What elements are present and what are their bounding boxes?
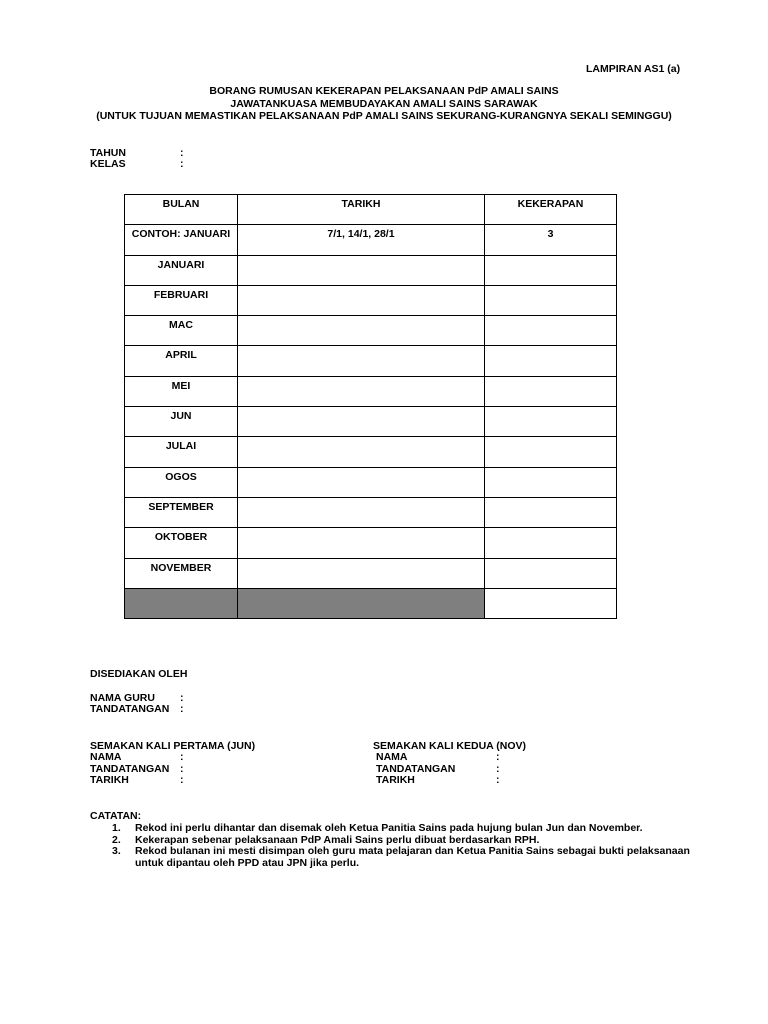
cell-tarikh[interactable] (238, 255, 485, 285)
cell-kekerapan[interactable] (485, 437, 617, 467)
cell-bulan: OKTOBER (125, 528, 238, 558)
nama-guru-colon: : (180, 692, 184, 704)
table-row (125, 316, 617, 346)
form-purpose: (UNTUK TUJUAN MEMASTIKAN PELAKSANAAN PdP AMALI SAINS SEKURANG-KURANGNYA SEKALI SEMINGGU) (96, 110, 672, 122)
cell-bulan: JANUARI (125, 255, 238, 285)
note-number: 1. (112, 821, 121, 834)
tandatangan-label: TANDATANGAN (90, 703, 170, 715)
cell-bulan: APRIL (125, 346, 238, 376)
check2-tandatangan-label: TANDATANGAN (376, 763, 456, 775)
table-row (125, 255, 617, 285)
table-header-row (125, 195, 617, 225)
check1-nama-label: NAMA (90, 751, 122, 763)
header-kekerapan: KEKERAPAN (485, 195, 617, 225)
check2-nama-colon: : (496, 751, 500, 763)
cell-tarikh[interactable] (238, 497, 485, 527)
cell-bulan: JULAI (125, 437, 238, 467)
header-tarikh: TARIKH (238, 195, 485, 225)
shaded-cell (125, 588, 238, 618)
table-row (125, 467, 617, 497)
table-row (125, 376, 617, 406)
cell-bulan: OGOS (125, 467, 238, 497)
note-text: Rekod bulanan ini mesti disimpan oleh guru mata pelajaran dan Ketua Panitia Sains sebagai bukti pelaksanaan (135, 845, 690, 858)
total-cell[interactable] (485, 588, 617, 618)
table-row (125, 285, 617, 315)
cell-tarikh[interactable] (238, 528, 485, 558)
table-row (125, 225, 617, 255)
cell-bulan: NOVEMBER (125, 558, 238, 588)
cell-kekerapan[interactable] (485, 285, 617, 315)
cell-tarikh[interactable] (238, 407, 485, 437)
cell-tarikh[interactable] (238, 467, 485, 497)
tahun-colon: : (180, 147, 184, 159)
header-bulan: BULAN (125, 195, 238, 225)
appendix-label: LAMPIRAN AS1 (a) (586, 63, 681, 75)
tahun-label: TAHUN (90, 147, 126, 159)
cell-tarikh[interactable] (238, 376, 485, 406)
check2-heading: SEMAKAN KALI KEDUA (NOV) (373, 740, 527, 752)
note-text: Kekerapan sebenar pelaksanaan PdP Amali Sains perlu dibuat berdasarkan RPH. (135, 833, 540, 846)
cell-kekerapan[interactable] (485, 255, 617, 285)
cell-tarikh[interactable] (238, 558, 485, 588)
check1-heading: SEMAKAN KALI PERTAMA (JUN) (90, 740, 256, 752)
cell-kekerapan[interactable] (485, 346, 617, 376)
check2-tarikh-colon: : (496, 774, 500, 786)
check1-nama (90, 751, 184, 763)
cell-kekerapan[interactable] (485, 497, 617, 527)
frequency-table (124, 194, 617, 619)
notes-heading: CATATAN: (90, 810, 142, 822)
tandatangan-colon: : (180, 703, 184, 715)
cell-kekerapan[interactable]: 3 (485, 225, 617, 255)
check2-tandatangan-colon: : (496, 763, 500, 775)
cell-bulan: SEPTEMBER (125, 497, 238, 527)
cell-tarikh[interactable] (238, 437, 485, 467)
cell-bulan: MAC (125, 316, 238, 346)
check1-tarikh-colon: : (180, 774, 184, 786)
notes-section (90, 811, 690, 870)
shaded-cell (238, 588, 485, 618)
table-row (125, 497, 617, 527)
cell-bulan: MEI (125, 376, 238, 406)
table-total-row (125, 588, 617, 618)
table-row (125, 437, 617, 467)
table-row (125, 528, 617, 558)
form-title-block (0, 85, 768, 123)
check1-tarikh (90, 774, 184, 786)
note-item-continued (90, 858, 690, 870)
check2-nama-label: NAMA (376, 751, 408, 763)
cell-kekerapan[interactable] (485, 558, 617, 588)
cell-kekerapan[interactable] (485, 316, 617, 346)
table-row (125, 346, 617, 376)
cell-tarikh[interactable]: 7/1, 14/1, 28/1 (238, 225, 485, 255)
cell-bulan: JUN (125, 407, 238, 437)
note-text: untuk dipantau oleh PPD atau JPN jika perlu. (135, 857, 360, 870)
check2-tarikh (376, 774, 500, 786)
cell-kekerapan[interactable] (485, 467, 617, 497)
check1-tandatangan-colon: : (180, 763, 184, 775)
table-row (125, 407, 617, 437)
cell-kekerapan[interactable] (485, 407, 617, 437)
tandatangan-field (90, 703, 184, 715)
kelas-colon: : (180, 158, 184, 170)
kelas-field (90, 158, 184, 170)
kelas-label: KELAS (90, 158, 126, 170)
prepared-heading: DISEDIAKAN OLEH (90, 668, 188, 680)
cell-bulan: FEBRUARI (125, 285, 238, 315)
cell-tarikh[interactable] (238, 346, 485, 376)
cell-bulan: CONTOH: JANUARI (125, 225, 238, 255)
check1-nama-colon: : (180, 751, 184, 763)
cell-tarikh[interactable] (238, 316, 485, 346)
table-row (125, 558, 617, 588)
check1-tandatangan-label: TANDATANGAN (90, 763, 170, 775)
check1-tarikh-label: TARIKH (90, 774, 129, 786)
note-number: 3. (112, 845, 121, 858)
form-title: BORANG RUMUSAN KEKERAPAN PELAKSANAAN PdP AMALI SAINS (209, 85, 559, 97)
cell-tarikh[interactable] (238, 285, 485, 315)
check2-nama (376, 751, 500, 763)
note-text: Rekod ini perlu dihantar dan disemak oleh Ketua Panitia Sains pada hujung bulan Jun dan November. (135, 821, 643, 834)
cell-kekerapan[interactable] (485, 528, 617, 558)
nama-guru-label: NAMA GURU (90, 692, 155, 704)
note-number: 2. (112, 833, 121, 846)
cell-kekerapan[interactable] (485, 376, 617, 406)
form-subtitle: JAWATANKUASA MEMBUDAYAKAN AMALI SAINS SARAWAK (230, 97, 538, 110)
check2-tarikh-label: TARIKH (376, 774, 415, 786)
